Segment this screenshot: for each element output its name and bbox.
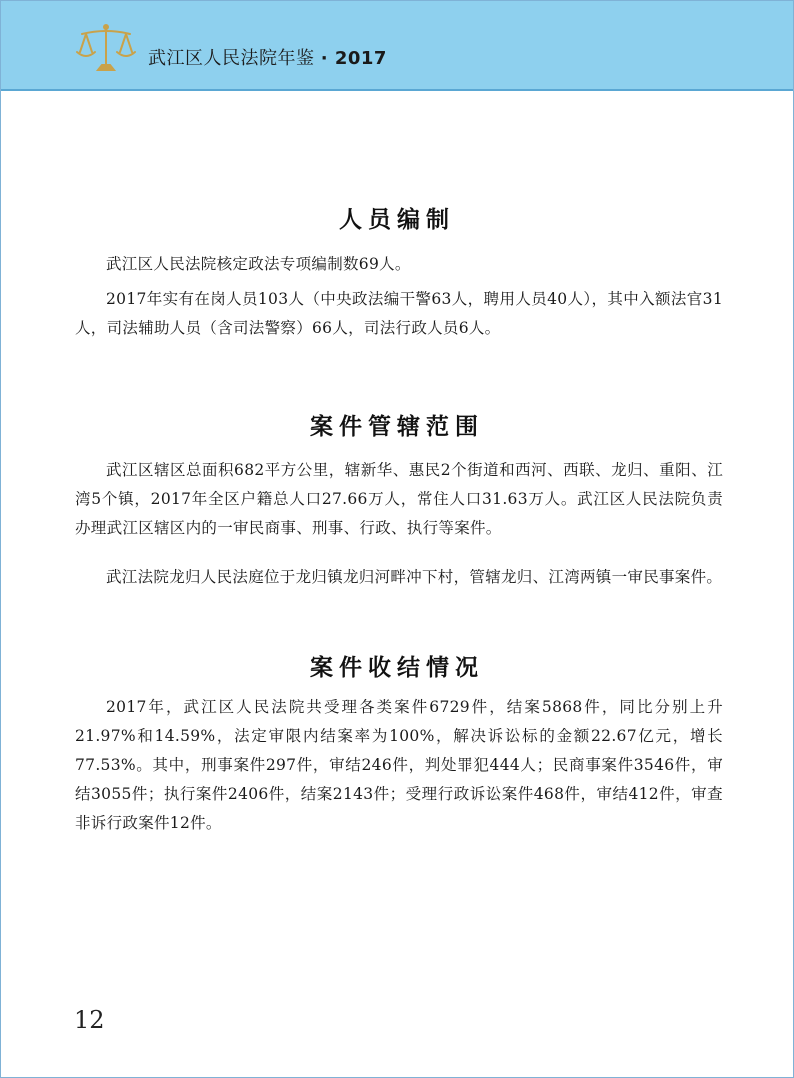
section-title-case-statistics: 案件收结情况 — [310, 655, 484, 681]
scales-of-justice-icon — [74, 22, 138, 76]
paragraph: 武江区辖区总面积682平方公里，辖新华、惠民2个街道和西河、西联、龙归、重阳、江湾5个镇，2017年全区户籍总人口27.66万人，常住人口31.63万人。武江区人民法院负责办理武江区辖区内的一审民商事、刑事、行政、执行等案件。 — [75, 461, 723, 537]
paragraph: 武江区人民法院核定政法专项编制数69人。 — [106, 255, 411, 273]
page-number: 12 — [74, 1006, 105, 1034]
yearbook-year: · 2017 — [320, 48, 387, 69]
header-title — [148, 44, 387, 70]
yearbook-title: 武江区人民法院年鉴 — [148, 48, 315, 69]
section-title-staffing: 人员编制 — [339, 207, 455, 233]
header-divider — [1, 89, 793, 91]
section-title-jurisdiction: 案件管辖范围 — [310, 414, 484, 440]
paragraph: 武江法院龙归人民法庭位于龙归镇龙归河畔冲下村，管辖龙归、江湾两镇一审民事案件。 — [106, 568, 723, 586]
paragraph: 2017年实有在岗人员103人（中央政法编干警63人，聘用人员40人），其中入额法官31人，司法辅助人员（含司法警察）66人，司法行政人员6人。 — [75, 290, 723, 337]
paragraph: 2017年，武江区人民法院共受理各类案件6729件，结案5868件，同比分别上升21.97%和14.59%，法定审限内结案率为100%，解决诉讼标的金额22.67亿元，增长77.53%。其中，刑事案件297件，审结246件，判处罪犯444人；民商事案件3546件，审结3055件；执行案件2406件，结案2143件；受理行政诉讼案件468件，审结412件，审查非诉行政案件12件。 — [75, 698, 723, 832]
